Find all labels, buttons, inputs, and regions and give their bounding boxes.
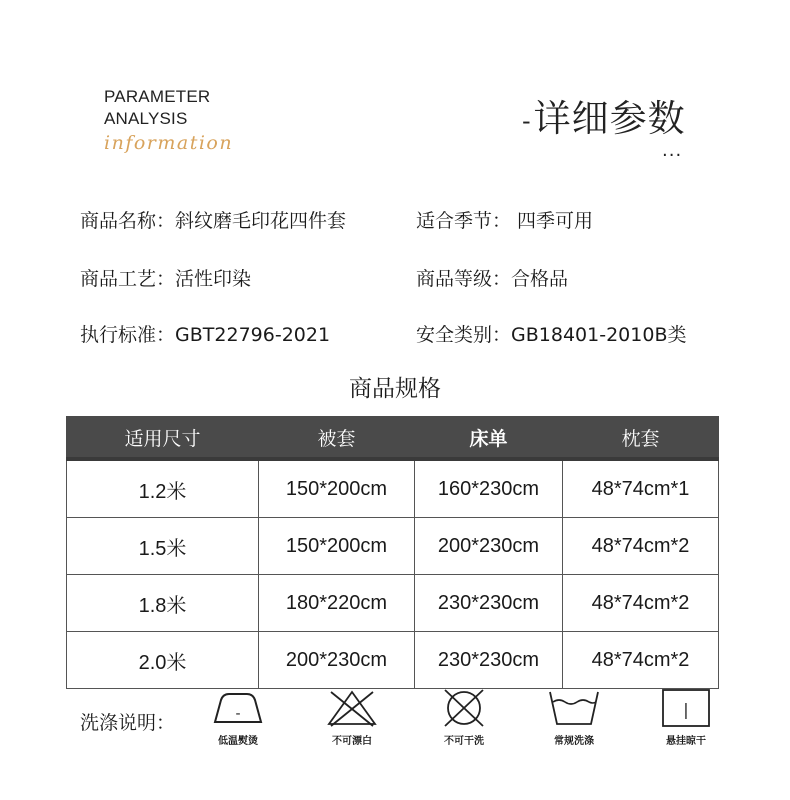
param-sep: ： — [156, 324, 176, 346]
no-bleach-icon — [323, 688, 381, 728]
wash-caption: 不可漂白 — [332, 736, 372, 747]
hang-mark: | — [683, 700, 689, 719]
wash-caption: 低温熨烫 — [218, 736, 258, 747]
table-row — [67, 518, 719, 575]
param-product-name — [80, 206, 346, 233]
table-row — [67, 575, 719, 632]
title-dash: - — [522, 106, 532, 135]
cell-duvet: 180*220cm — [259, 575, 415, 632]
cell-pillowcase: 48*74cm*1 — [563, 459, 719, 518]
cell-sheet: 200*230cm — [415, 518, 563, 575]
wash-item-normal-wash — [524, 688, 624, 747]
table-row — [67, 632, 719, 689]
param-label: 商品名称 — [80, 210, 157, 232]
param-label: 商品工艺 — [80, 268, 157, 290]
param-label: 商品等级 — [416, 268, 493, 290]
cell-size: 1.2米 — [67, 459, 259, 518]
brand-line-2: ANALYSIS — [104, 109, 188, 128]
param-season — [416, 206, 593, 233]
cell-duvet: 150*200cm — [259, 518, 415, 575]
cell-sheet: 230*230cm — [415, 632, 563, 689]
param-value: GB18401-2010B类 — [511, 324, 687, 346]
header-sheet: 床单 — [415, 417, 563, 460]
cell-pillowcase: 48*74cm*2 — [563, 575, 719, 632]
header-pillowcase: 枕套 — [563, 417, 719, 460]
param-value: 斜纹磨毛印花四件套 — [175, 210, 347, 232]
param-process — [80, 264, 251, 291]
wash-item-bleach — [302, 688, 402, 747]
param-label: 安全类别 — [416, 324, 493, 346]
cell-size: 1.8米 — [67, 575, 259, 632]
param-sep: ： — [156, 268, 176, 290]
brand-block — [104, 86, 233, 154]
iron-mark: - — [235, 706, 241, 722]
param-sep: ： — [492, 324, 512, 346]
wash-caption: 常规洗涤 — [554, 736, 594, 747]
param-label: 适合季节 — [416, 210, 493, 232]
param-grade — [416, 264, 568, 291]
header-size: 适用尺寸 — [67, 417, 259, 460]
wash-item-dry-clean — [414, 688, 514, 747]
param-sep: ： — [492, 268, 512, 290]
wash-item-iron — [188, 688, 288, 747]
cell-duvet: 200*230cm — [259, 632, 415, 689]
param-label: 执行标准 — [80, 324, 157, 346]
wash-caption: 不可干洗 — [444, 736, 484, 747]
param-sep: ： — [492, 210, 512, 232]
brand-line-1: PARAMETER — [104, 87, 211, 106]
cell-duvet: 150*200cm — [259, 459, 415, 518]
header-duvet: 被套 — [259, 417, 415, 460]
table-header-row — [67, 417, 719, 460]
wash-item-hang-dry — [636, 688, 736, 747]
param-value: 四季可用 — [517, 210, 594, 232]
spec-table — [66, 416, 719, 689]
wash-label: 洗涤说明： — [80, 712, 176, 734]
cell-size: 1.5米 — [67, 518, 259, 575]
spec-section-title: 商品规格 — [349, 376, 441, 402]
no-dry-clean-icon — [435, 688, 493, 728]
iron-low-temp-icon — [209, 688, 267, 728]
cell-pillowcase: 48*74cm*2 — [563, 518, 719, 575]
page-title — [522, 88, 686, 142]
param-standard — [80, 320, 330, 347]
table-row — [67, 459, 719, 518]
param-value: 活性印染 — [175, 268, 252, 290]
normal-wash-icon — [545, 688, 603, 728]
hang-dry-icon — [657, 688, 715, 728]
title-text: 详细参数 — [533, 97, 686, 140]
cell-sheet: 160*230cm — [415, 459, 563, 518]
cell-size: 2.0米 — [67, 632, 259, 689]
param-sep: ： — [156, 210, 176, 232]
title-dots: ... — [662, 140, 683, 161]
param-safety — [416, 320, 686, 347]
param-value: 合格品 — [511, 268, 569, 290]
param-value: GBT22796-2021 — [175, 324, 331, 346]
cell-sheet: 230*230cm — [415, 575, 563, 632]
brand-script: information — [104, 132, 234, 154]
wash-caption: 悬挂晾干 — [666, 736, 706, 747]
cell-pillowcase: 48*74cm*2 — [563, 632, 719, 689]
